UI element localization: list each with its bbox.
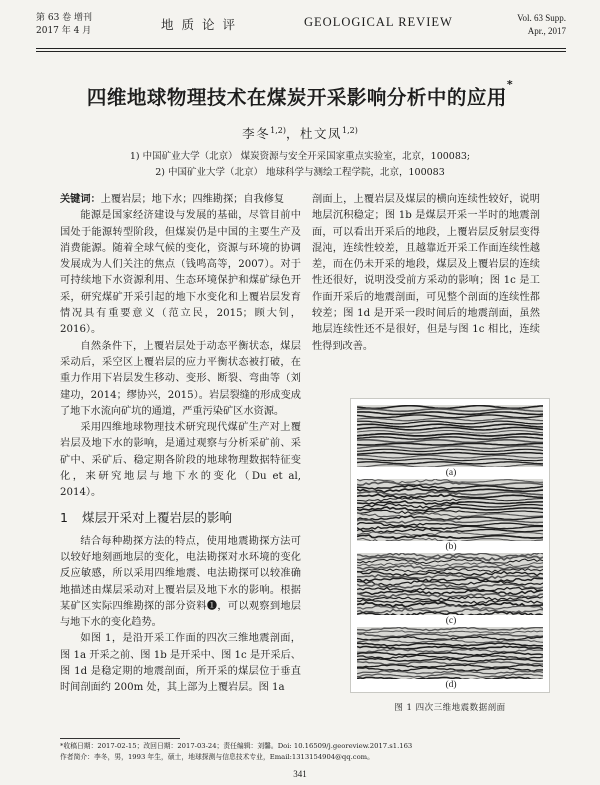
left-column xyxy=(60,192,301,697)
seismic-panel xyxy=(357,479,543,541)
keywords-label: 关键词： xyxy=(60,194,101,205)
right-column xyxy=(312,192,540,355)
volume-issue: 第 63 卷 增刊 xyxy=(36,13,93,23)
affiliation: 1) 中国矿业大学（北京） 煤炭资源与安全开采国家重点实验室，北京，100083; xyxy=(129,151,471,162)
section-number: 1 xyxy=(60,509,68,525)
header-right xyxy=(517,12,566,38)
body-paragraph: 结合每种勘探方法的特点，使用地震勘探方法可以较好地刻画地层的变化，电法勘探对水环境的变化反应敏感，所以采用四维地震、电法勘探可以较准确地描述由煤层采动对上覆岩层及地下水的影响。根据某矿区实际四维勘探的部分资料❶，可以观察到地层与地下水的变化趋势。 xyxy=(60,535,301,629)
seismic-section-image xyxy=(357,479,543,541)
header-rule xyxy=(36,48,566,49)
seismic-panel xyxy=(357,553,543,615)
section-title: 煤层开采对上覆岩层的影响 xyxy=(82,509,233,525)
footnote: 作者简介：李冬，男，1993 年生，硕士，地球探测与信息技术专业，Email:1313154904@qq.com。 xyxy=(60,753,374,761)
affiliation: 2) 中国矿业大学（北京） 地球科学与测绘工程学院，北京，100083 xyxy=(155,167,445,178)
journal-name-cn: 地质论评 xyxy=(161,17,244,32)
panel-label: (d) xyxy=(445,680,457,690)
header-left xyxy=(36,12,92,38)
panel-label: (b) xyxy=(445,542,457,552)
paper-title xyxy=(0,78,600,110)
author-line xyxy=(0,124,600,142)
running-header xyxy=(36,12,566,48)
seismic-section-image xyxy=(357,405,543,467)
seismic-section-image xyxy=(357,627,543,679)
footnote-rule xyxy=(60,738,180,739)
seismic-panel xyxy=(357,405,543,467)
seismic-section-image xyxy=(357,553,543,615)
header-rule-thin xyxy=(36,51,566,52)
author-separator: ， xyxy=(285,126,300,141)
body-paragraph: 如图 1，是沿开采工作面的四次三维地震剖面，图 1a 开采之前、图 1b 是开采中、图 1c 是开采后、图 1d 是稳定期的地震剖面，所开采的煤层位于垂直时间剖面约 200m 处，其上部为上覆岩层。图 1a xyxy=(60,633,301,694)
paper-title-text: 四维地球物理技术在煤炭开采影响分析中的应用 xyxy=(86,86,507,109)
keywords-text: 上覆岩层；地下水；四维勘探；自我修复 xyxy=(100,194,285,205)
issue-date-en: Apr., 2017 xyxy=(527,26,566,36)
issue-date-cn: 2017 年 4 月 xyxy=(36,26,92,36)
volume-en: Vol. 63 Supp. xyxy=(517,13,566,23)
panel-label: (c) xyxy=(445,616,457,626)
body-paragraph: 能源是国家经济建设与发展的基础，尽管目前中国处于能源转型阶段，但煤炭仍是中国的主要生产及消费能源。随着全球气候的变化，资源与环境的协调发展成为人们关注的焦点（钱鸣高等，2007）。对于可持续地下水资源利用、生态环境保护和煤矿绿色开采，研究煤矿开采引起的地下水变化和上覆岩层发育情况具有重要意义（范立民，2015；顾大钊，2016）。 xyxy=(60,210,301,336)
section-heading xyxy=(60,509,301,527)
author-affiliation-mark: 1,2) xyxy=(342,125,358,135)
journal-name-en: GEOLOGICAL REVIEW xyxy=(304,15,453,29)
body-paragraph: 采用四维地球物理技术研究现代煤矿生产对上覆岩层及地下水的影响，是通过观察与分析采矿前、采矿中、采矿后、稳定期各阶段的地球物理数据特征变化，来研究地层与地下水的变化（Du et al, 2014）。 xyxy=(60,422,301,499)
page-number: 341 xyxy=(293,769,307,779)
panel-label: (a) xyxy=(445,468,457,478)
keywords xyxy=(60,192,301,208)
body-paragraph: 剖面上，上覆岩层及煤层的横向连续性较好，说明地层沉积稳定；图 1b 是煤层开采一半时的地震剖面，可以看出开采后的地段，上覆岩层反射层变得混沌，连续性较差，且越靠近开采工作面连续性越差，而在仍未开采的地段，煤层及上覆岩层的连续性还很好，说明没受前方采动的影响；图 1c 是工作面开采后的地震剖面，可见整个剖面的连续性都较差；图 1d 是开采一段时间后的地震剖面，虽然地层连续性还不是很好，但是与图 1c 相比，连续性得到改善。 xyxy=(312,194,540,352)
title-footnote-mark: * xyxy=(506,78,514,91)
author-name: 李冬 xyxy=(242,126,271,141)
footnote: *收稿日期：2017-02-15；改回日期：2017-03-24；责任编辑：刘馨。Doi: 10.16509/j.georeview.2017.s1.163 xyxy=(60,742,413,750)
figure-caption: 图 1 四次三维地震数据剖面 xyxy=(394,703,506,713)
author-name: 杜文凤 xyxy=(300,126,343,141)
author-affiliation-mark: 1,2) xyxy=(270,125,286,135)
seismic-figure xyxy=(350,398,550,693)
body-paragraph: 自然条件下，上覆岩层处于动态平衡状态，煤层采动后，采空区上覆岩层的应力平衡状态被打破，在重力作用下岩层发生移动、变形、断裂、弯曲等（刘建功，2014；缪协兴，2015）。岩层裂缝的形成变成了地下水流向矿坑的通道，严重污染矿区水资源。 xyxy=(60,340,301,417)
